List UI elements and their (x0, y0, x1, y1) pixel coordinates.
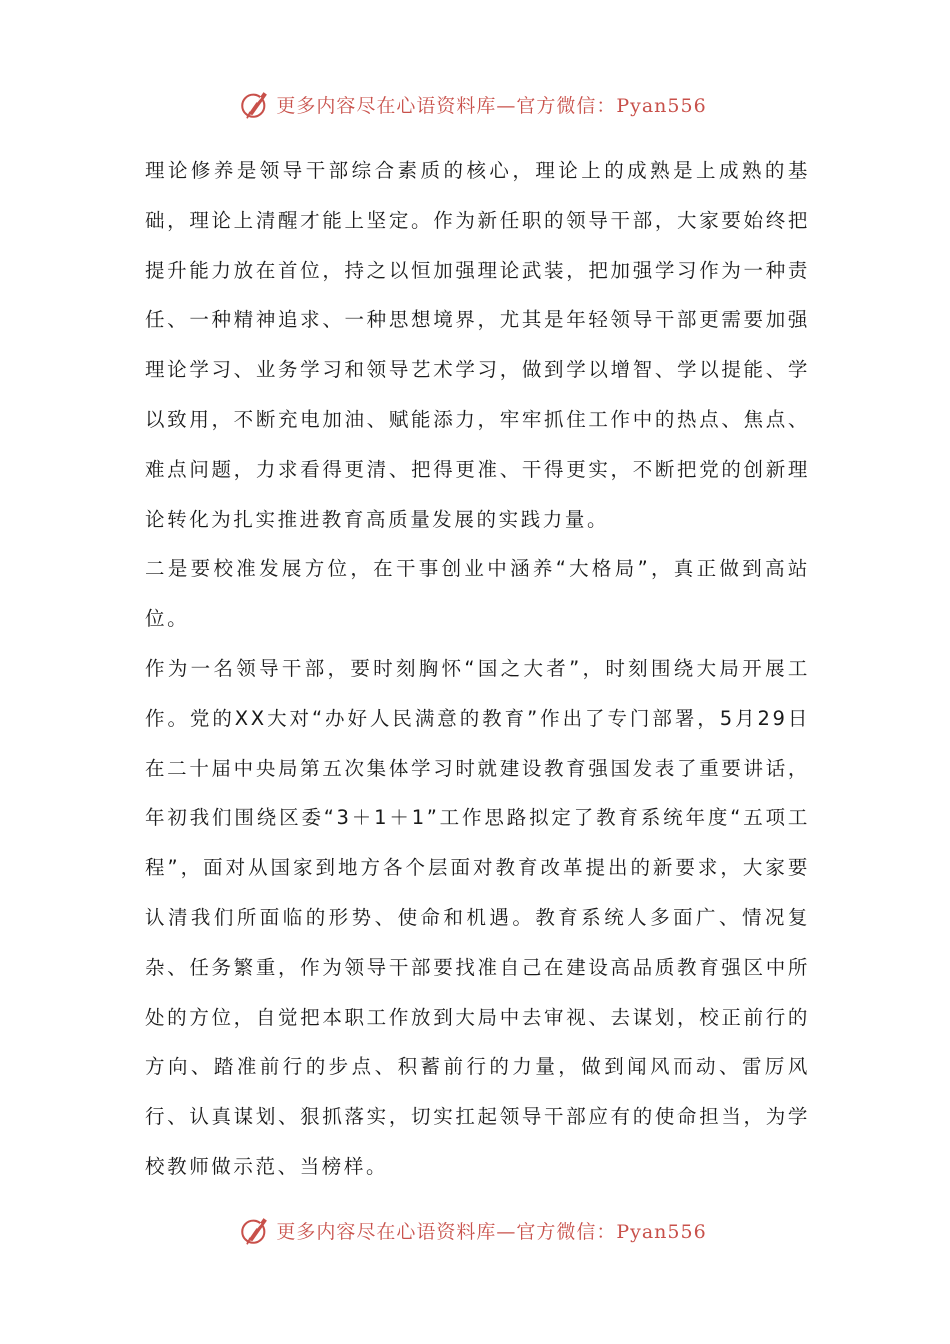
quill-logo-icon (238, 1213, 272, 1247)
paragraph-section-heading: 二是要校准发展方位，在干事创业中涵养“大格局”，真正做到高站位。 (145, 557, 810, 631)
paragraph-theory: 理论修养是领导干部综合素质的核心，理论上的成熟是上成熟的基础，理论上清醒才能上坚定。作为新任职的领导干部，大家要始终把提升能力放在首位，持之以恒加强理论武装，把加强学习作为一种责任、一种精神追求、一种思想境界，尤其是年轻领导干部更需要加强理论学习、业务学习和领导艺术学习，做到学以增智、学以提能、学以致用，不断充电加油、赋能添力，牢牢抓住工作中的热点、焦点、难点问题，力求看得更清、把得更准、干得更实，不断把党的创新理论转化为扎实推进教育高质量发展的实践力量。 (145, 159, 810, 531)
header-banner-text: 更多内容尽在心语资料库—官方微信：Pyan556 (276, 94, 707, 117)
quill-logo-icon (238, 87, 272, 121)
header-banner (0, 84, 950, 124)
footer-banner-text: 更多内容尽在心语资料库—官方微信：Pyan556 (276, 1220, 707, 1243)
footer-banner (0, 1210, 950, 1250)
paragraph-big-picture: 作为一名领导干部，要时刻胸怀“国之大者”，时刻围绕大局开展工作。党的XX大对“办好人民满意的教育”作出了专门部署，5月29日在二十届中央局第五次集体学习时就建设教育强国发表了重要讲话，年初我们围绕区委“3＋1＋1”工作思路拟定了教育系统年度“五项工程”，面对从国家到地方各个层面对教育改革提出的新要求，大家要认清我们所面临的形势、使命和机遇。教育系统人多面广、情况复杂、任务繁重，作为领导干部要找准自己在建设高品质教育强区中所处的方位，自觉把本职工作放到大局中去审视、去谋划，校正前行的方向、踏准前行的步点、积蓄前行的力量，做到闻风而动、雷厉风行、认真谋划、狠抓落实，切实扛起领导干部应有的使命担当，为学校教师做示范、当榜样。 (145, 656, 810, 1178)
document-body (145, 146, 810, 1192)
